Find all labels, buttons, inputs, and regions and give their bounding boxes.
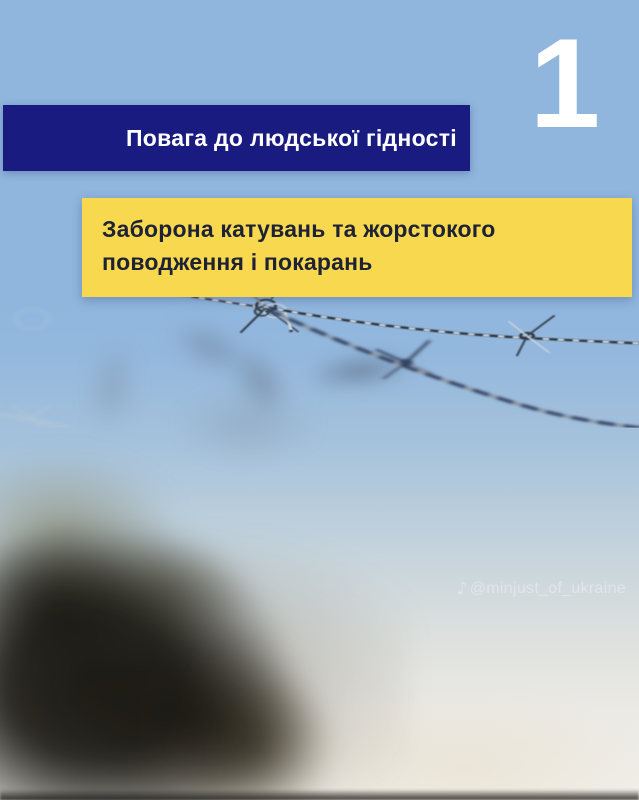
wire-corner-fragment bbox=[0, 309, 72, 431]
tiktok-note-icon: ♪ bbox=[456, 578, 468, 599]
barbed-wire-graphic bbox=[0, 295, 639, 800]
title-text: Повага до людської гідності bbox=[125, 124, 457, 151]
barb-right bbox=[509, 316, 554, 356]
watermark bbox=[457, 580, 626, 598]
page-number: 1 bbox=[529, 12, 601, 154]
subtitle-banner bbox=[82, 198, 632, 297]
subtitle-line-2: поводження і покарань bbox=[102, 249, 373, 275]
barbed-wire-photo bbox=[0, 295, 639, 800]
watermark-handle: @minjust_of_ukraine bbox=[469, 580, 626, 597]
wire-knot bbox=[241, 295, 298, 332]
photo-bottom-edge bbox=[0, 789, 639, 800]
title-banner bbox=[3, 105, 470, 171]
subtitle-line-1: Заборона катувань та жорстокого bbox=[102, 216, 496, 242]
wire-strand-lower bbox=[268, 310, 639, 429]
